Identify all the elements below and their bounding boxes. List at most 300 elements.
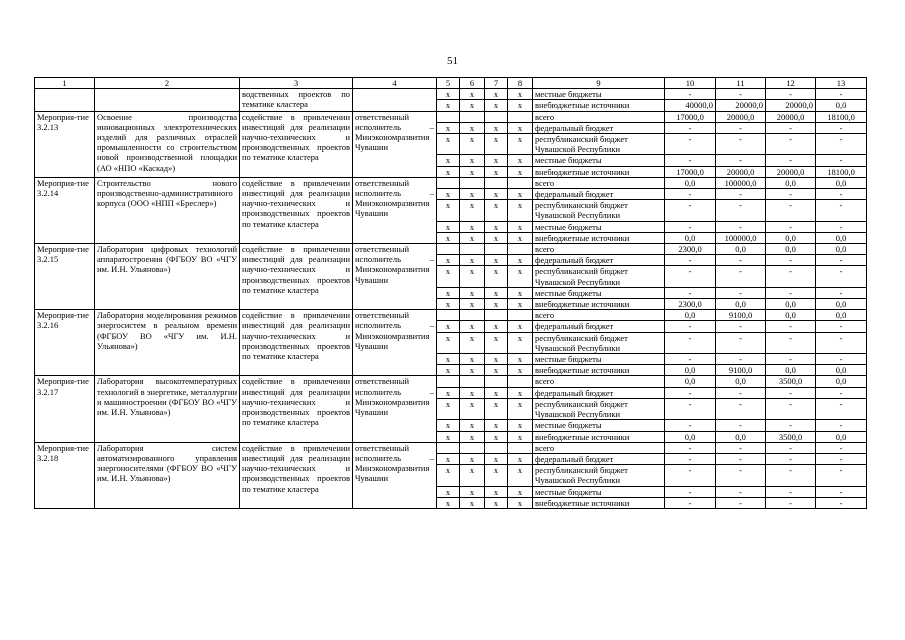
value-cell: - [766, 134, 816, 155]
header-cell: 5 [437, 78, 460, 89]
value-cell: 0,0 [766, 244, 816, 255]
x-mark: x [485, 332, 508, 353]
empty-cell [485, 442, 508, 453]
responsible-executor: ответственный исполнитель – Минэкономразвития Чувашии [353, 177, 437, 243]
source-label: внебюджетные источники [533, 232, 665, 243]
x-mark: x [485, 486, 508, 497]
value-cell: - [716, 420, 766, 431]
x-mark: x [508, 266, 533, 287]
x-mark: x [485, 299, 508, 310]
value-cell: 0,0 [816, 310, 867, 321]
header-cell: 7 [485, 78, 508, 89]
source-label: федеральный бюджет [533, 387, 665, 398]
x-mark: x [508, 420, 533, 431]
value-cell: - [766, 321, 816, 332]
x-mark: x [460, 189, 485, 200]
x-mark: x [437, 155, 460, 166]
x-mark: x [460, 155, 485, 166]
value-cell: - [665, 287, 716, 298]
source-label: республиканский бюджет Чувашской Республики [533, 134, 665, 155]
value-cell: - [766, 354, 816, 365]
source-label: республиканский бюджет Чувашской Республики [533, 398, 665, 419]
x-mark: x [485, 200, 508, 221]
header-cell: 3 [240, 78, 353, 89]
x-mark: x [508, 398, 533, 419]
value-cell: - [816, 287, 867, 298]
x-mark: x [437, 365, 460, 376]
x-mark: x [437, 354, 460, 365]
source-label: местные бюджеты [533, 354, 665, 365]
value-cell: 20000,0 [716, 100, 766, 111]
x-mark: x [485, 431, 508, 442]
table-row [35, 310, 867, 321]
value-cell: 0,0 [816, 100, 867, 111]
value-cell: - [716, 122, 766, 133]
source-label: республиканский бюджет Чувашской Республики [533, 200, 665, 221]
value-cell: - [816, 321, 867, 332]
x-mark: x [460, 232, 485, 243]
x-mark: x [437, 299, 460, 310]
value-cell: - [816, 122, 867, 133]
value-cell: - [665, 398, 716, 419]
value-cell: - [716, 189, 766, 200]
x-mark: x [460, 166, 485, 177]
value-cell: 0,0 [665, 365, 716, 376]
empty-cell [485, 244, 508, 255]
value-cell: - [816, 255, 867, 266]
source-label: местные бюджеты [533, 89, 665, 100]
value-cell: 20000,0 [766, 111, 816, 122]
value-cell: - [766, 287, 816, 298]
x-mark: x [485, 497, 508, 508]
value-cell: - [766, 387, 816, 398]
x-mark: x [460, 465, 485, 486]
x-mark: x [460, 486, 485, 497]
x-mark: x [460, 266, 485, 287]
empty-cell [508, 376, 533, 387]
value-cell: - [716, 398, 766, 419]
measure-description: содействие в привлечении инвестиций для реализации научно-технических и производственных проектов по тематике кластера [240, 310, 353, 376]
source-label: внебюджетные источники [533, 100, 665, 111]
x-mark: x [460, 122, 485, 133]
x-mark: x [437, 266, 460, 287]
value-cell: - [716, 155, 766, 166]
value-cell: 100000,0 [716, 177, 766, 188]
x-mark: x [485, 398, 508, 419]
x-mark: x [485, 89, 508, 100]
value-cell: 0,0 [816, 232, 867, 243]
source-label: республиканский бюджет Чувашской Республики [533, 465, 665, 486]
value-cell: 0,0 [716, 431, 766, 442]
empty-cell [437, 244, 460, 255]
empty-cell [485, 177, 508, 188]
continuation-text: водственных проектов по тематике кластера [240, 89, 353, 111]
x-mark: x [508, 255, 533, 266]
value-cell: - [816, 332, 867, 353]
empty-cell [460, 310, 485, 321]
value-cell: 18100,0 [816, 166, 867, 177]
x-mark: x [508, 155, 533, 166]
source-label: всего [533, 310, 665, 321]
value-cell: - [716, 387, 766, 398]
x-mark: x [485, 465, 508, 486]
x-mark: x [437, 497, 460, 508]
source-label: внебюджетные источники [533, 431, 665, 442]
value-cell: - [816, 189, 867, 200]
value-cell: 0,0 [665, 376, 716, 387]
x-mark: x [437, 465, 460, 486]
x-mark: x [460, 332, 485, 353]
x-mark: x [485, 122, 508, 133]
x-mark: x [460, 221, 485, 232]
responsible-executor: ответственный исполнитель – Минэкономразвития Чувашии [353, 111, 437, 177]
value-cell: 2300,0 [665, 299, 716, 310]
x-mark: x [437, 287, 460, 298]
x-mark: x [508, 497, 533, 508]
measure-id: Мероприя-тие 3.2.17 [35, 376, 95, 442]
source-label: федеральный бюджет [533, 453, 665, 464]
measure-description: содействие в привлечении инвестиций для реализации научно-технических и производственных проектов по тематике кластера [240, 244, 353, 310]
value-cell: - [766, 189, 816, 200]
value-cell: 20000,0 [716, 166, 766, 177]
x-mark: x [460, 287, 485, 298]
value-cell: - [665, 200, 716, 221]
value-cell: - [766, 442, 816, 453]
empty-cell [35, 89, 95, 111]
header-cell: 1 [35, 78, 95, 89]
value-cell: - [665, 321, 716, 332]
x-mark: x [460, 354, 485, 365]
header-cell: 2 [95, 78, 240, 89]
x-mark: x [508, 354, 533, 365]
value-cell: - [816, 89, 867, 100]
x-mark: x [460, 431, 485, 442]
x-mark: x [508, 221, 533, 232]
empty-cell [485, 310, 508, 321]
x-mark: x [485, 266, 508, 287]
measure-id: Мероприя-тие 3.2.14 [35, 177, 95, 243]
source-label: местные бюджеты [533, 420, 665, 431]
value-cell: - [716, 332, 766, 353]
value-cell: - [766, 266, 816, 287]
header-cell: 11 [716, 78, 766, 89]
value-cell: - [816, 387, 867, 398]
x-mark: x [460, 420, 485, 431]
source-label: местные бюджеты [533, 486, 665, 497]
value-cell: 0,0 [716, 299, 766, 310]
value-cell: - [766, 465, 816, 486]
value-cell: 20000,0 [766, 166, 816, 177]
source-label: республиканский бюджет Чувашской Республики [533, 332, 665, 353]
x-mark: x [508, 321, 533, 332]
value-cell: 0,0 [816, 244, 867, 255]
value-cell: 0,0 [766, 177, 816, 188]
value-cell: - [816, 221, 867, 232]
x-mark: x [460, 321, 485, 332]
responsible-executor: ответственный исполнитель – Минэкономразвития Чувашии [353, 244, 437, 310]
x-mark: x [437, 221, 460, 232]
measure-description: содействие в привлечении инвестиций для реализации научно-технических и производственных проектов по тематике кластера [240, 111, 353, 177]
source-label: внебюджетные источники [533, 299, 665, 310]
value-cell: - [766, 255, 816, 266]
value-cell: - [816, 155, 867, 166]
value-cell: 0,0 [816, 376, 867, 387]
value-cell: - [665, 89, 716, 100]
x-mark: x [508, 299, 533, 310]
x-mark: x [437, 387, 460, 398]
value-cell: 100000,0 [716, 232, 766, 243]
x-mark: x [485, 287, 508, 298]
value-cell: - [665, 486, 716, 497]
value-cell: - [665, 266, 716, 287]
empty-cell [437, 111, 460, 122]
x-mark: x [485, 100, 508, 111]
value-cell: - [816, 453, 867, 464]
value-cell: 0,0 [665, 177, 716, 188]
value-cell: 0,0 [716, 244, 766, 255]
x-mark: x [485, 232, 508, 243]
value-cell: - [716, 266, 766, 287]
x-mark: x [508, 122, 533, 133]
value-cell: - [665, 255, 716, 266]
table-row [35, 244, 867, 255]
measure-name: Лаборатория систем автоматизированного управления энергоносителями (ФГБОУ ВО «ЧГУ им. И.Н. Ульянова») [95, 442, 240, 508]
value-cell: - [766, 497, 816, 508]
x-mark: x [485, 155, 508, 166]
x-mark: x [508, 89, 533, 100]
value-cell: 9100,0 [716, 310, 766, 321]
source-label: всего [533, 442, 665, 453]
header-cell: 10 [665, 78, 716, 89]
x-mark: x [508, 200, 533, 221]
value-cell: - [665, 387, 716, 398]
header-cell: 12 [766, 78, 816, 89]
x-mark: x [485, 354, 508, 365]
value-cell: - [766, 89, 816, 100]
x-mark: x [508, 431, 533, 442]
measure-name: Освоение производства инновационных электротехнических изделий для различных отраслей промышленности со строительством новой производственной площадки (АО «НПО «Каскад») [95, 111, 240, 177]
value-cell: - [716, 134, 766, 155]
x-mark: x [437, 332, 460, 353]
value-cell: - [716, 497, 766, 508]
source-label: местные бюджеты [533, 287, 665, 298]
x-mark: x [508, 232, 533, 243]
value-cell: - [665, 354, 716, 365]
value-cell: 3500,0 [766, 376, 816, 387]
x-mark: x [437, 321, 460, 332]
value-cell: - [766, 200, 816, 221]
header-cell: 8 [508, 78, 533, 89]
value-cell: - [816, 420, 867, 431]
value-cell: - [766, 486, 816, 497]
table-row [35, 111, 867, 122]
value-cell: 0,0 [816, 177, 867, 188]
source-label: республиканский бюджет Чувашской Республики [533, 266, 665, 287]
value-cell: - [766, 155, 816, 166]
empty-cell [437, 442, 460, 453]
x-mark: x [460, 387, 485, 398]
value-cell: - [816, 398, 867, 419]
source-label: внебюджетные источники [533, 365, 665, 376]
value-cell: 0,0 [665, 431, 716, 442]
value-cell: - [716, 486, 766, 497]
source-label: местные бюджеты [533, 221, 665, 232]
value-cell: 0,0 [716, 376, 766, 387]
x-mark: x [437, 398, 460, 419]
x-mark: x [485, 387, 508, 398]
value-cell: - [766, 221, 816, 232]
header-cell: 4 [353, 78, 437, 89]
table-row [35, 376, 867, 387]
x-mark: x [460, 89, 485, 100]
value-cell: 0,0 [766, 310, 816, 321]
x-mark: x [485, 134, 508, 155]
source-label: всего [533, 111, 665, 122]
x-mark: x [460, 299, 485, 310]
value-cell: 0,0 [816, 365, 867, 376]
source-label: федеральный бюджет [533, 189, 665, 200]
measure-id: Мероприя-тие 3.2.13 [35, 111, 95, 177]
value-cell: - [816, 266, 867, 287]
value-cell: - [665, 189, 716, 200]
value-cell: - [766, 398, 816, 419]
empty-cell [437, 310, 460, 321]
x-mark: x [485, 166, 508, 177]
header-row [35, 78, 867, 89]
value-cell: 9100,0 [716, 365, 766, 376]
value-cell: 0,0 [766, 365, 816, 376]
measure-description: содействие в привлечении инвестиций для реализации научно-технических и производственных проектов по тематике кластера [240, 376, 353, 442]
x-mark: x [485, 189, 508, 200]
x-mark: x [460, 100, 485, 111]
x-mark: x [485, 321, 508, 332]
value-cell: 17000,0 [665, 166, 716, 177]
value-cell: - [816, 497, 867, 508]
empty-cell [460, 244, 485, 255]
empty-cell [508, 111, 533, 122]
value-cell: 20000,0 [716, 111, 766, 122]
measure-id: Мероприя-тие 3.2.18 [35, 442, 95, 508]
empty-cell [508, 442, 533, 453]
page-number: 51 [447, 55, 458, 67]
measure-description: содействие в привлечении инвестиций для реализации научно-технических и производственных проектов по тематике кластера [240, 177, 353, 243]
value-cell: 3500,0 [766, 431, 816, 442]
x-mark: x [437, 134, 460, 155]
measure-name: Лаборатория высокотемпературных технологий в энергетике, металлургии и машиностроении (ФГБОУ ВО «ЧГУ им. И.Н. Ульянова») [95, 376, 240, 442]
value-cell: - [665, 332, 716, 353]
x-mark: x [508, 166, 533, 177]
value-cell: 20000,0 [766, 100, 816, 111]
source-label: всего [533, 177, 665, 188]
x-mark: x [437, 431, 460, 442]
value-cell: 0,0 [665, 310, 716, 321]
header-cell: 13 [816, 78, 867, 89]
empty-cell [437, 376, 460, 387]
x-mark: x [460, 134, 485, 155]
responsible-executor: ответственный исполнитель – Минэкономразвития Чувашии [353, 376, 437, 442]
value-cell: - [665, 420, 716, 431]
header-cell: 9 [533, 78, 665, 89]
value-cell: - [665, 122, 716, 133]
value-cell: - [716, 287, 766, 298]
x-mark: x [485, 453, 508, 464]
x-mark: x [460, 398, 485, 419]
x-mark: x [508, 134, 533, 155]
value-cell: 0,0 [665, 232, 716, 243]
x-mark: x [485, 255, 508, 266]
measure-name: Лаборатория цифровых технологий аппаратостроения (ФГБОУ ВО «ЧГУ им. И.Н. Ульянова») [95, 244, 240, 310]
x-mark: x [437, 420, 460, 431]
source-label: всего [533, 376, 665, 387]
empty-cell [460, 177, 485, 188]
value-cell: - [816, 200, 867, 221]
source-label: федеральный бюджет [533, 122, 665, 133]
measure-name: Лаборатория моделирования режимов энергосистем в реальном времени (ФГБОУ ВО «ЧГУ им. И.Н. Ульянова») [95, 310, 240, 376]
value-cell: - [716, 442, 766, 453]
x-mark: x [508, 453, 533, 464]
value-cell: - [766, 420, 816, 431]
value-cell: - [816, 354, 867, 365]
measure-name: Строительство нового производственно-административного корпуса (ООО «НПП «Бреслер») [95, 177, 240, 243]
value-cell: - [716, 453, 766, 464]
value-cell: - [716, 255, 766, 266]
x-mark: x [508, 287, 533, 298]
value-cell: - [816, 134, 867, 155]
x-mark: x [437, 486, 460, 497]
x-mark: x [460, 453, 485, 464]
empty-cell [95, 89, 240, 111]
x-mark: x [437, 100, 460, 111]
value-cell: - [716, 354, 766, 365]
table-row [35, 177, 867, 188]
empty-cell [460, 442, 485, 453]
x-mark: x [460, 200, 485, 221]
empty-cell [485, 376, 508, 387]
value-cell: - [766, 122, 816, 133]
value-cell: - [816, 442, 867, 453]
x-mark: x [460, 497, 485, 508]
responsible-executor: ответственный исполнитель – Минэкономразвития Чувашии [353, 310, 437, 376]
x-mark: x [437, 122, 460, 133]
x-mark: x [460, 365, 485, 376]
table-row [35, 89, 867, 100]
measure-description: содействие в привлечении инвестиций для реализации научно-технических и производственных проектов по тематике кластера [240, 442, 353, 508]
x-mark: x [437, 453, 460, 464]
value-cell: 0,0 [766, 299, 816, 310]
source-label: всего [533, 244, 665, 255]
source-label: местные бюджеты [533, 155, 665, 166]
empty-cell [508, 310, 533, 321]
x-mark: x [437, 89, 460, 100]
table-row [35, 442, 867, 453]
x-mark: x [508, 100, 533, 111]
empty-cell [485, 111, 508, 122]
x-mark: x [508, 387, 533, 398]
x-mark: x [485, 420, 508, 431]
x-mark: x [508, 332, 533, 353]
measure-id: Мероприя-тие 3.2.15 [35, 244, 95, 310]
x-mark: x [437, 200, 460, 221]
x-mark: x [437, 189, 460, 200]
responsible-executor: ответственный исполнитель – Минэкономразвития Чувашии [353, 442, 437, 508]
x-mark: x [508, 365, 533, 376]
empty-cell [353, 89, 437, 111]
value-cell: 2300,0 [665, 244, 716, 255]
x-mark: x [508, 189, 533, 200]
x-mark: x [460, 255, 485, 266]
value-cell: - [665, 155, 716, 166]
value-cell: 40000,0 [665, 100, 716, 111]
